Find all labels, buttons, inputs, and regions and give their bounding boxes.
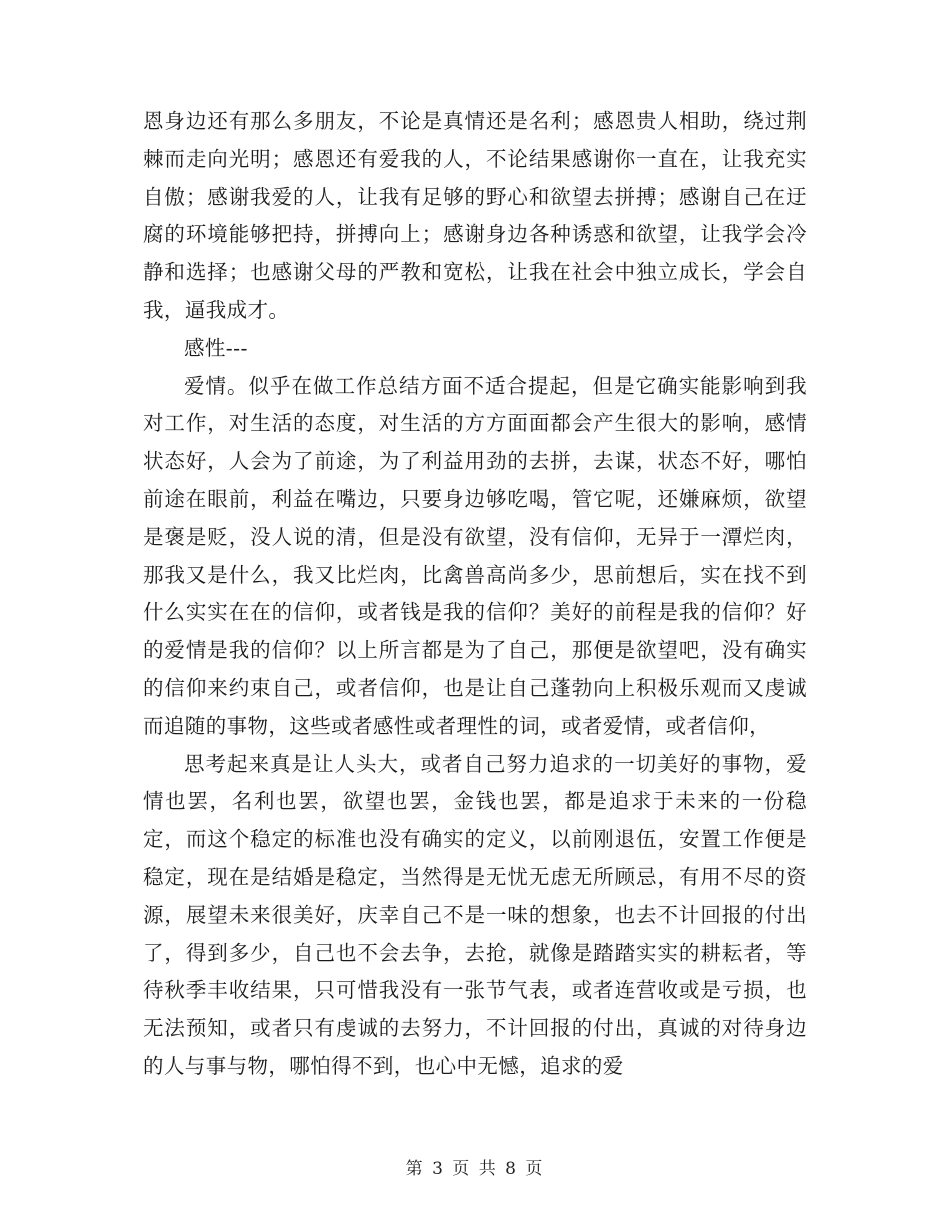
section-heading-emotion: 感性--- [184,335,248,360]
paragraph-reflection: 思考起来真是让人头大，或者自己努力追求的一切美好的事物，爱情也罢，名利也罢，欲望也罢，金钱也罢，都是追求于未来的一份稳定，而这个稳定的标准也没有确实的定义，以前刚退伍，安置工作便是稳定，现在是结婚是稳定，当然得是无忧无虑无所顾忌，有用不尽的资源，展望未来很美好，庆幸自己不是一味的想象，也去不计回报的付出了，得到多少，自己也不会去争，去抢，就像是踏踏实实的耕耘者，等待秋季丰收结果，只可惜我没有一张节气表，或者连营收或是亏损，也无法预知，或者只有虔诚的去努力，不计回报的付出，真诚的对待身边的人与事与物，哪怕得不到，也心中无憾，追求的爱 [143,751,807,1078]
page-number-footer: 第 3 页 共 8 页 [405,1159,545,1179]
document-body [143,103,807,1086]
paragraph-gratitude: 恩身边还有那么多朋友，不论是真情还是名利；感恩贵人相助，绕过荆棘而走向光明；感恩还有爱我的人，不论结果感谢你一直在，让我充实自傲；感谢我爱的人，让我有足够的野心和欲望去拼搏；感谢自己在迂腐的环境能够把持，拼搏向上；感谢身边各种诱惑和欲望，让我学会冷静和选择；也感谢父母的严教和宽松，让我在社会中独立成长，学会自我，逼我成才。 [143,109,807,322]
paragraph-love: 爱情。似乎在做工作总结方面不适合提起，但是它确实能影响到我对工作，对生活的态度，对生活的方方面面都会产生很大的影响，感情状态好，人会为了前途，为了利益用劲的去拼，去谋，状态不好，哪怕前途在眼前，利益在嘴边，只要身边够吃喝，管它呢，还嫌麻烦，欲望是褒是贬，没人说的清，但是没有欲望，没有信仰，无异于一潭烂肉，那我又是什么，我又比烂肉，比禽兽高尚多少，思前想后，实在找不到什么实实在在的信仰，或者钱是我的信仰？美好的前程是我的信仰？好的爱情是我的信仰？以上所言都是为了自己，那便是欲望吧，没有确实的信仰来约束自己，或者信仰，也是让自己蓬勃向上积极乐观而又虔诚而追随的事物，这些或者感性或者理性的词，或者爱情，或者信仰， [143,373,807,738]
